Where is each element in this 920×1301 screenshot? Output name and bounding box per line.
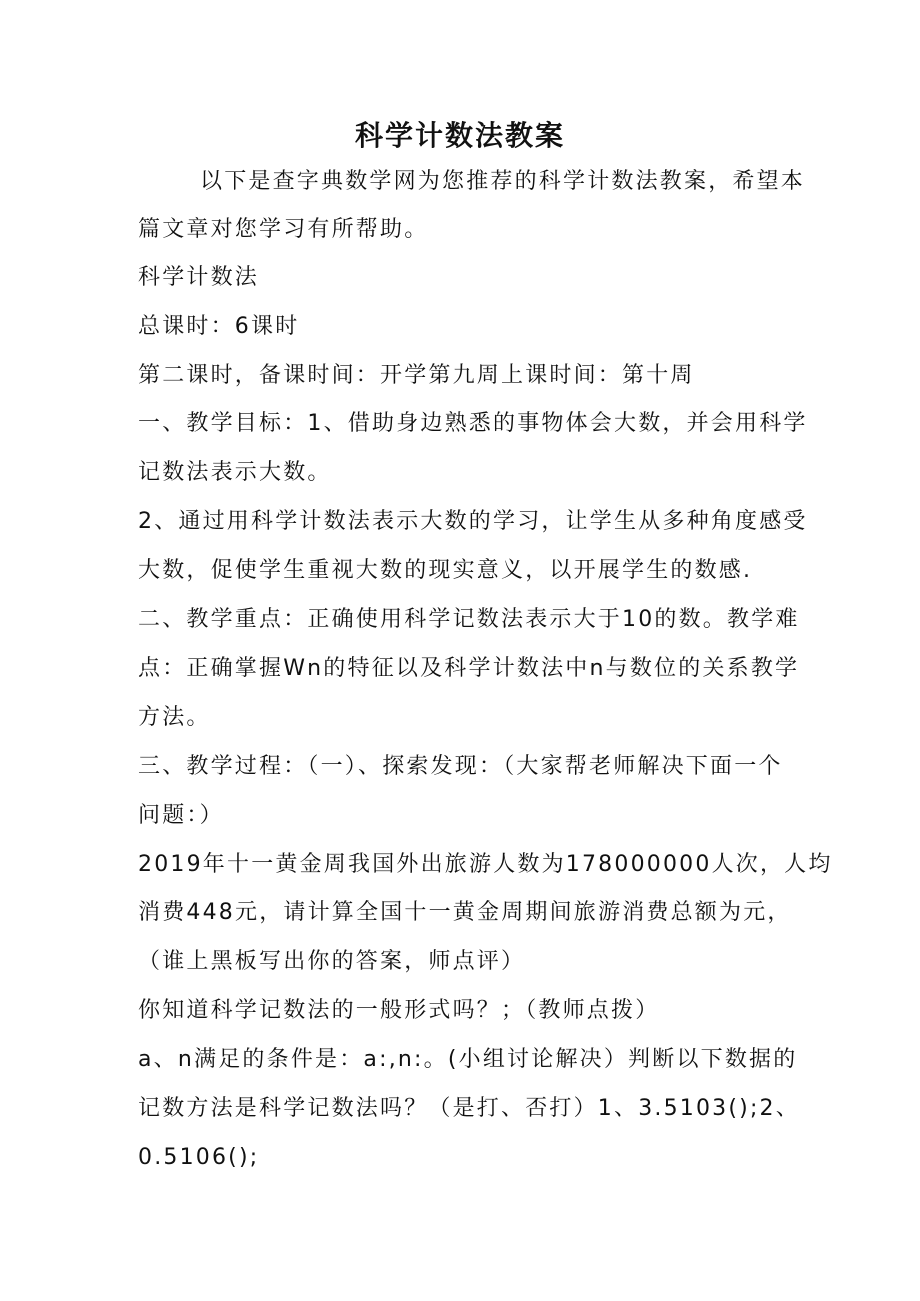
- problem-line-3: （谁上黑板写出你的答案，师点评）: [138, 949, 526, 974]
- process-line-2: 问题：）: [138, 803, 224, 828]
- process-line-1: 三、教学过程：（一）、探索发现：（大家帮老师解决下面一个: [138, 754, 783, 779]
- objective-line-3: 2、通过用科学计数法表示大数的学习，让学生从多种角度感受: [138, 509, 808, 534]
- objective-line-4: 大数，促使学生重视大数的现实意义，以开展学生的数感.: [138, 558, 753, 583]
- discussion-line-2: 记数方法是科学记数法吗？（是打、否打）1、3.5103();2、: [138, 1096, 800, 1121]
- document-title: 科学计数法教案: [354, 119, 565, 152]
- total-hours-line: 总课时：6课时: [138, 314, 300, 339]
- key-point-line-3: 方法。: [138, 705, 211, 730]
- discussion-line-3: 0.5106();: [138, 1145, 260, 1170]
- objective-line-1: 一、教学目标：1、借助身边熟悉的事物体会大数，并会用科学: [138, 411, 808, 436]
- intro-line-1: 以下是查字典数学网为您推荐的科学计数法教案，希望本: [200, 169, 806, 194]
- problem-line-2: 消费448元，请计算全国十一黄金周期间旅游消费总额为元，: [138, 900, 792, 925]
- key-point-line-2: 点：正确掌握Wn的特征以及科学计数法中n与数位的关系教学: [138, 656, 800, 681]
- schedule-line: 第二课时，备课时间：开学第九周上课时间：第十周: [138, 363, 695, 388]
- objective-line-2: 记数法表示大数。: [138, 460, 332, 485]
- problem-line-1: 2019年十一黄金周我国外出旅游人数为178000000人次，人均: [138, 852, 833, 877]
- discussion-line-1: a、n满足的条件是：a:,n:。(小组讨论解决）判断以下数据的: [138, 1047, 798, 1072]
- key-point-line-1: 二、教学重点：正确使用科学记数法表示大于10的数。教学难: [138, 607, 800, 632]
- intro-line-2: 篇文章对您学习有所帮助。: [138, 217, 429, 242]
- question-line: 你知道科学记数法的一般形式吗？；（教师点拨）: [138, 998, 660, 1023]
- subject-line: 科学计数法: [138, 265, 260, 290]
